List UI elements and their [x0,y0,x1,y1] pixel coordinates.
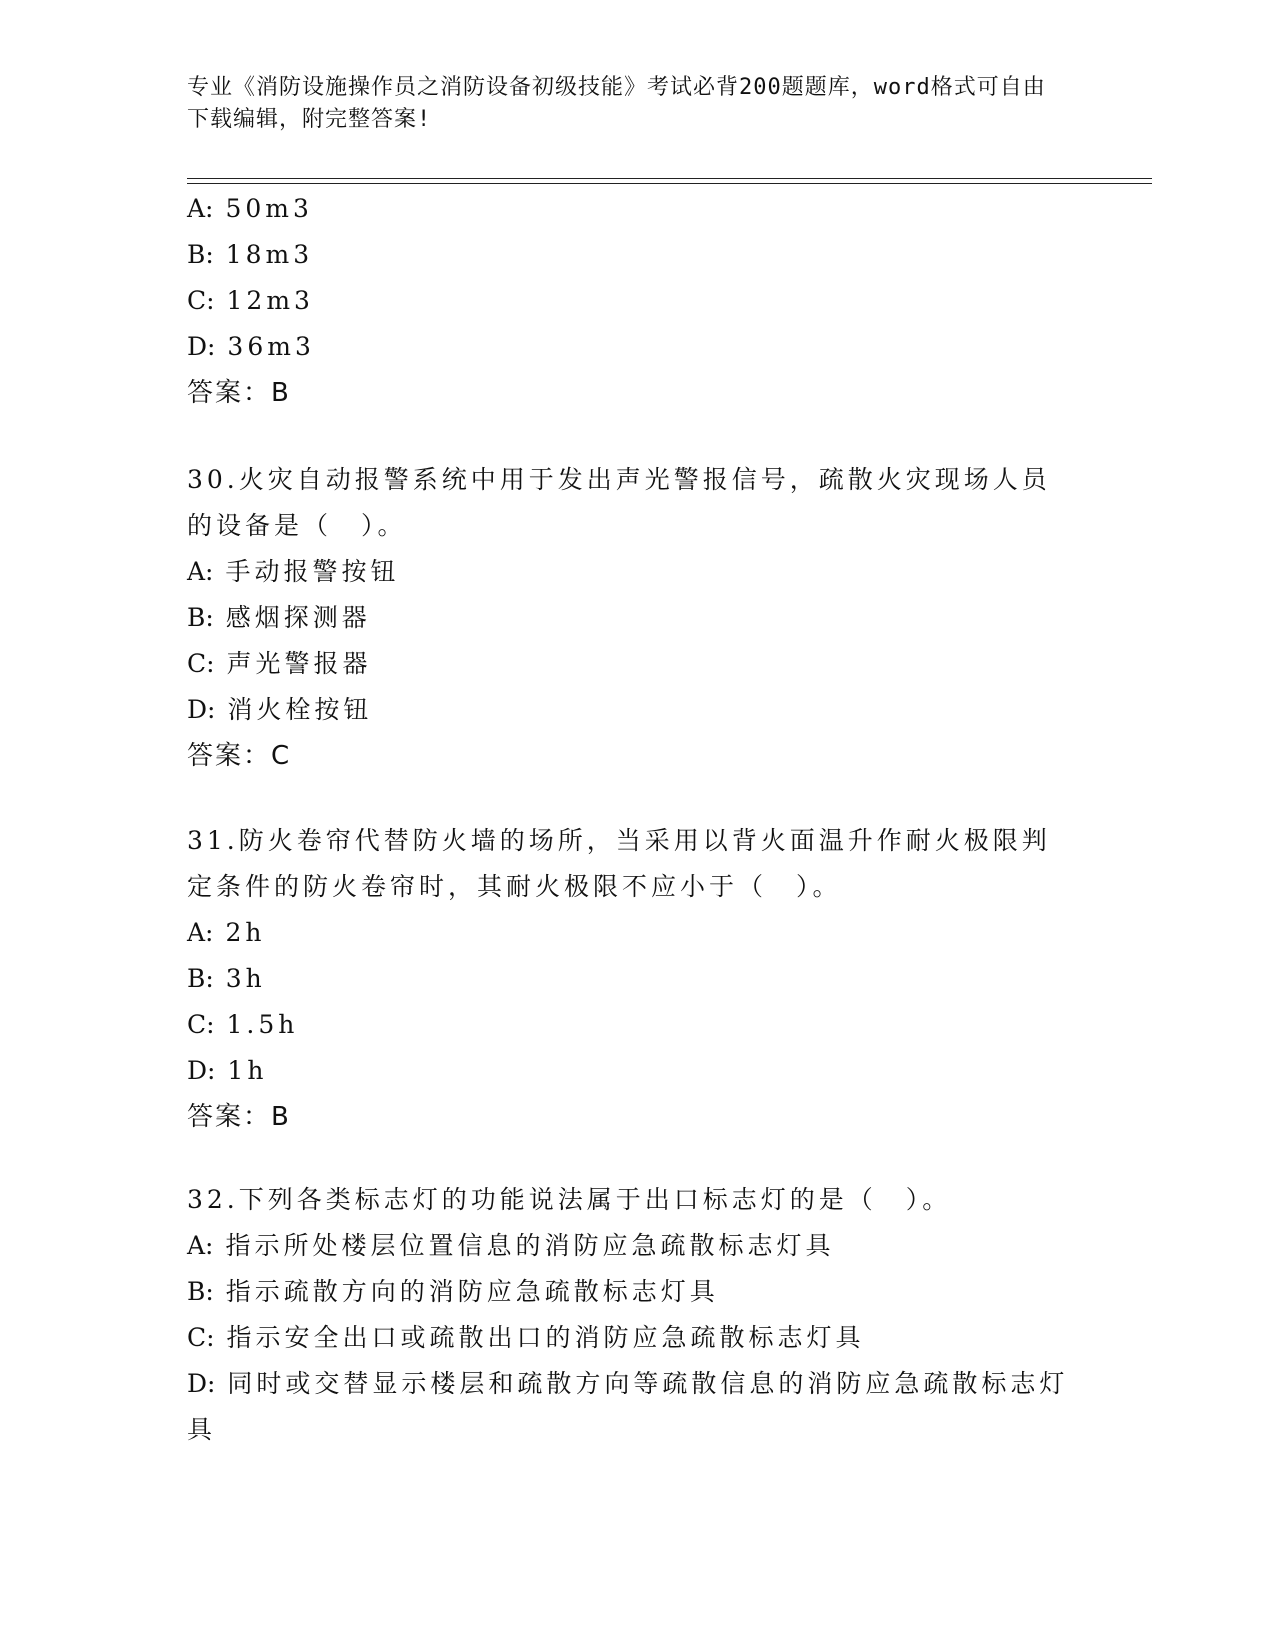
option-c: C: 指示安全出口或疏散出口的消防应急疏散标志灯具 [187,1323,865,1352]
answer: 答案：B [187,1102,291,1132]
question-30 [187,457,1087,779]
question-text: 30.火灾自动报警系统中用于发出声光警报信号，疏散火灾现场人员的设备是（ ）。 [187,465,1051,540]
option-a: A: 指示所处楼层位置信息的消防应急疏散标志灯具 [187,1231,835,1260]
option-c: C: 1.5h [187,1010,299,1039]
option-b: B: 指示疏散方向的消防应急疏散标志灯具 [187,1277,719,1306]
option-b: B: 3h [187,964,266,993]
partial-question [187,186,1087,416]
option-d: D: 同时或交替显示楼层和疏散方向等疏散信息的消防应急疏散标志灯具 [187,1369,1069,1444]
option-d: D: 消火栓按钮 [187,695,373,724]
page-header [187,72,1067,136]
answer: 答案：C [187,741,292,771]
header-text: 专业《消防设施操作员之消防设备初级技能》考试必背200题题库，word格式可自由下载编辑，附完整答案! [187,75,1046,132]
option-b: B: 感烟探测器 [187,603,371,632]
question-text: 31.防火卷帘代替防火墙的场所，当采用以背火面温升作耐火极限判定条件的防火卷帘时，其耐火极限不应小于（ ）。 [187,826,1051,901]
option-c: C: 12m3 [187,286,314,315]
option-a: A: 2h [187,918,266,947]
option-a: A: 50m3 [187,194,313,223]
question-text: 32.下列各类标志灯的功能说法属于出口标志灯的是（ ）。 [187,1185,952,1214]
answer: 答案：B [187,378,291,408]
option-b: B: 18m3 [187,240,314,269]
option-c: C: 声光警报器 [187,649,372,678]
header-divider-top [187,178,1152,179]
question-31 [187,818,1087,1140]
option-a: A: 手动报警按钮 [187,557,400,586]
option-d: D: 36m3 [187,332,315,361]
question-32 [187,1177,1087,1453]
option-d: D: 1h [187,1056,268,1085]
header-divider-bottom [187,183,1152,184]
